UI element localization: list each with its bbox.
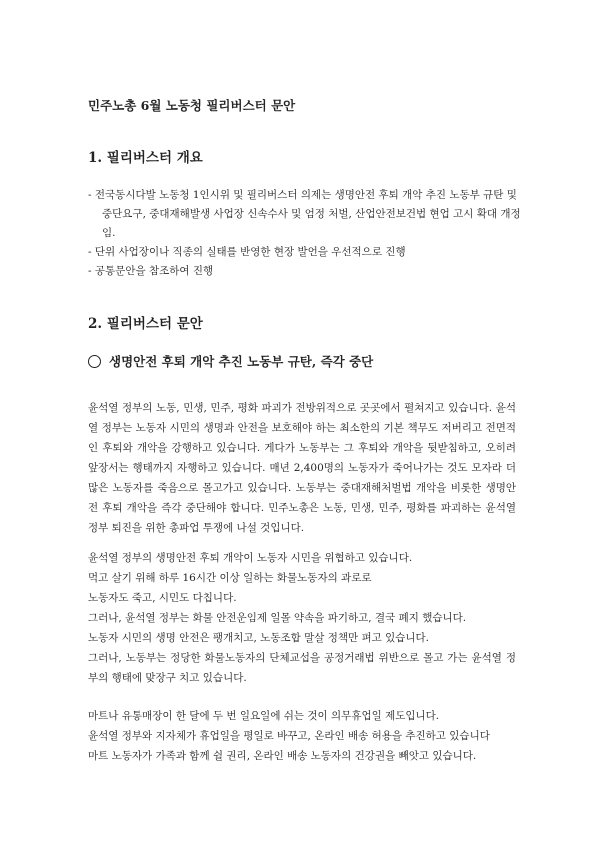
paragraph-line: 마트 노동자가 가족과 함께 쉴 권리, 온라인 배송 노동자의 건강권을 빼앗고 있습니다.: [88, 750, 477, 762]
paragraph-line: 먹고 살기 위해 하루 16시간 이상 일하는 화물노동자의 과로로: [88, 572, 372, 584]
paragraph-2: [88, 548, 516, 688]
bullet-item: - 공통문안을 참조하여 진행: [88, 265, 214, 277]
paragraph-text: 윤석열 정부의 노동, 민생, 민주, 평화 파괴가 전방위적으로 곳곳에서 펼쳐지고 있습니다. 윤석열 정부는 노동자 시민의 생명과 안전을 보호해야 하는 최소한의 기본 책무도 저버리고 전면적인 후퇴와 개악을 강행하고 있습니다. 게다가 노동부는 그 후퇴와 개악을 뒷받침하고, 오히려 앞장서는 행태까지 자행하고 있습니다. 매년 2,400명의 노동자가 죽어나가는 것도 모자라 더 많은 노동자를 죽음으로 몰고가고 있습니다. 노동부는 중대재해처벌법 개악을 비롯한 생명안전 후퇴 개악을 즉각 중단해야 합니다. 민주노총은 노동, 민생, 민주, 평화를 파괴하는 윤석열 정부 퇴진을 위한 총파업 투쟁에 나설 것입니다.: [88, 402, 516, 534]
overview-bullet-list: [88, 186, 528, 281]
subheading-text: 생명안전 후퇴 개악 추진 노동부 규탄, 즉각 중단: [109, 354, 374, 369]
paragraph-line: 그러나, 노동부는 정당한 화물노동자의 단체교섭을 공정거래법 위반으로 몰고 가는 윤석열 정부의 행태에 맞장구 치고 있습니다.: [88, 652, 516, 684]
document-title: 민주노총 6월 노동청 필리버스터 문안: [88, 98, 296, 113]
paragraph-line: 노동자도 죽고, 시민도 다칩니다.: [88, 592, 237, 604]
paragraph-3: [88, 706, 516, 766]
paragraph-line: 마트나 유통매장이 한 달에 두 번 일요일에 쉬는 것이 의무휴업일 제도입니다.: [88, 710, 440, 722]
subheading: [88, 352, 373, 370]
bullet-item: - 전국동시다발 노동청 1인시위 및 필리버스터 의제는 생명안전 후퇴 개악 추진 노동부 규탄 및 중단요구, 중대재해발생 사업장 신속수사 및 엄정 처벌, 산업안전보건법 현업 고시 확대 개정임.: [88, 189, 521, 239]
paragraph-1: [88, 398, 516, 538]
paragraph-line: 윤석열 정부와 지자체가 휴업일을 평일로 바꾸고, 온라인 배송 허용을 추진하고 있습니다: [88, 730, 490, 742]
circle-icon: [88, 355, 101, 368]
paragraph-line: 노동자 시민의 생명 안전은 팽개치고, 노동조합 말살 정책만 펴고 있습니다.: [88, 632, 430, 644]
bullet-item: - 단위 사업장이나 직종의 실태를 반영한 현장 발언을 우선적으로 진행: [88, 246, 406, 258]
paragraph-line: 윤석열 정부의 생명안전 후퇴 개악이 노동자 시민을 위협하고 있습니다.: [88, 552, 413, 564]
section-heading-script: 2. 필리버스터 문안: [88, 316, 203, 332]
section-heading-overview: 1. 필리버스터 개요: [88, 150, 203, 166]
paragraph-line: 그러나, 윤석열 정부는 화물 안전운임제 일몰 약속을 파기하고, 결국 폐지 했습니다.: [88, 612, 467, 624]
